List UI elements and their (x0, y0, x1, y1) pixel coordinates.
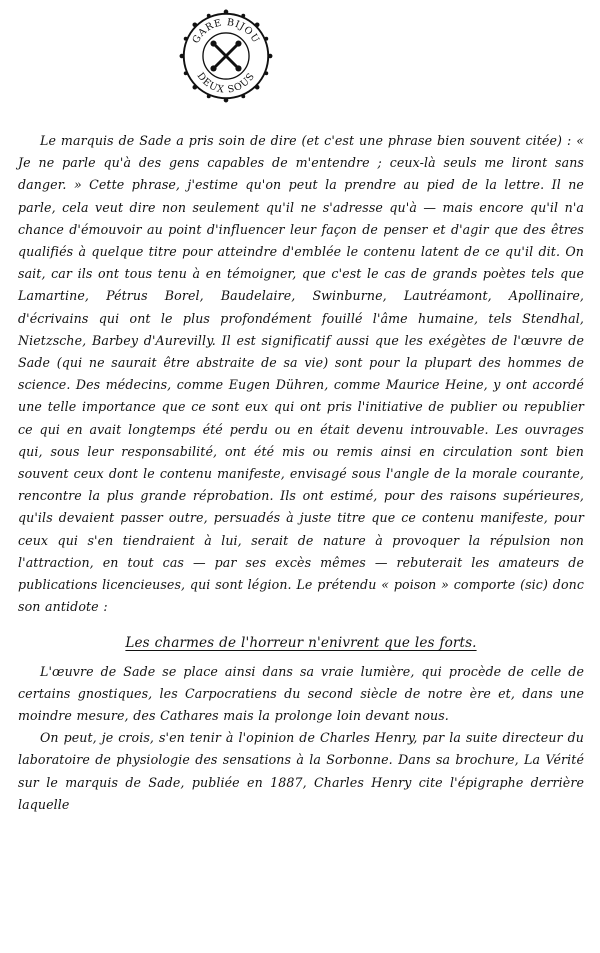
manuscript-paragraph-1: Le marquis de Sade a pris soin de dire (et c'est une phrase bien souvent citée) : « Je ne parle qu'à des gens capables de m'entendre ; ceux-là seuls me liront sans danger. » Cette phrase, j'estime qu'on peut la prendre au pied de la lettre. Il ne parle, cela veut dire non seulement qu'il ne s'adresse qu'à — mais encore qu'il n'a chance d'émouvoir au point d'influencer leur façon de penser et d'agir que des êtres qualifiés à quelque titre pour atteindre d'emblée le contenu latent de ce qu'il dit. On sait, car ils ont tous tenu à en témoigner, que c'est le cas de grands poètes tels que Lamartine, Pétrus Borel, Baudelaire, Swinburne, Lautréamont, Apollinaire, d'écrivains qui ont le plus profondément fouillé l'âme humaine, tels Stendhal, Nietzsche, Barbey d'Aurevilly. Il est significatif aussi que les exégètes de l'œuvre de Sade (qui ne saurait être abstraite de sa vie) sont pour la plupart des hommes de science. Des médecins, comme Eugen Dühren, comme Maurice Heine, y ont accordé une telle importance que ce sont eux qui ont pris l'initiative de publier ou republier ce qui en avait longtemps été perdu ou en était devenu introuvable. Les ouvrages qui, sous leur responsabilité, ont été mis ou remis ainsi en circulation sont bien souvent ceux dont le contenu manifeste, envisagé sous l'angle de la morale courante, rencontre la plus grande réprobation. Ils ont estimé, pour des raisons supérieures, qu'ils devaient passer outre, persuadés à juste titre que ce contenu manifeste, pour ceux qui s'en tiendraient à lui, serait de nature à provoquer la répulsion non l'attraction, en tout cas — par ses excès mêmes — rebuterait les amateurs de publications licencieuses, qui sont légion. Le prétendu « poison » comporte (sic) donc son antidote : (18, 133, 584, 615)
manuscript-quote (18, 632, 584, 654)
crossed-keys-icon (214, 44, 237, 67)
manuscript-paragraph-2: L'œuvre de Sade se place ainsi dans sa vraie lumière, qui procède de celle de certains gnostiques, les Carpocratiens du second siècle de notre ère et, dans une moindre mesure, des Cathares mais la prolonge loin devant nous. (18, 663, 584, 724)
quote-text: Les charmes de l'horreur n'enivrent que les forts. (125, 635, 477, 652)
gare-bijou-deux-sous-seal (178, 8, 274, 104)
handwritten-manuscript (18, 130, 584, 816)
seal-bottom-text: DEUX SOUS (194, 70, 258, 96)
manuscript-paragraph-3: On peut, je crois, s'en tenir à l'opinion de Charles Henry, par la suite directeur du laboratoire de physiologie des sensations à la Sorbonne. Dans sa brochure, La Vérité sur le marquis de Sade, publiée en 1887, Charles Henry cite l'épigraphe derrière laquelle (18, 730, 584, 812)
seal-graphic (178, 8, 274, 104)
seal-top-text: GARE BIJOU (190, 17, 262, 46)
